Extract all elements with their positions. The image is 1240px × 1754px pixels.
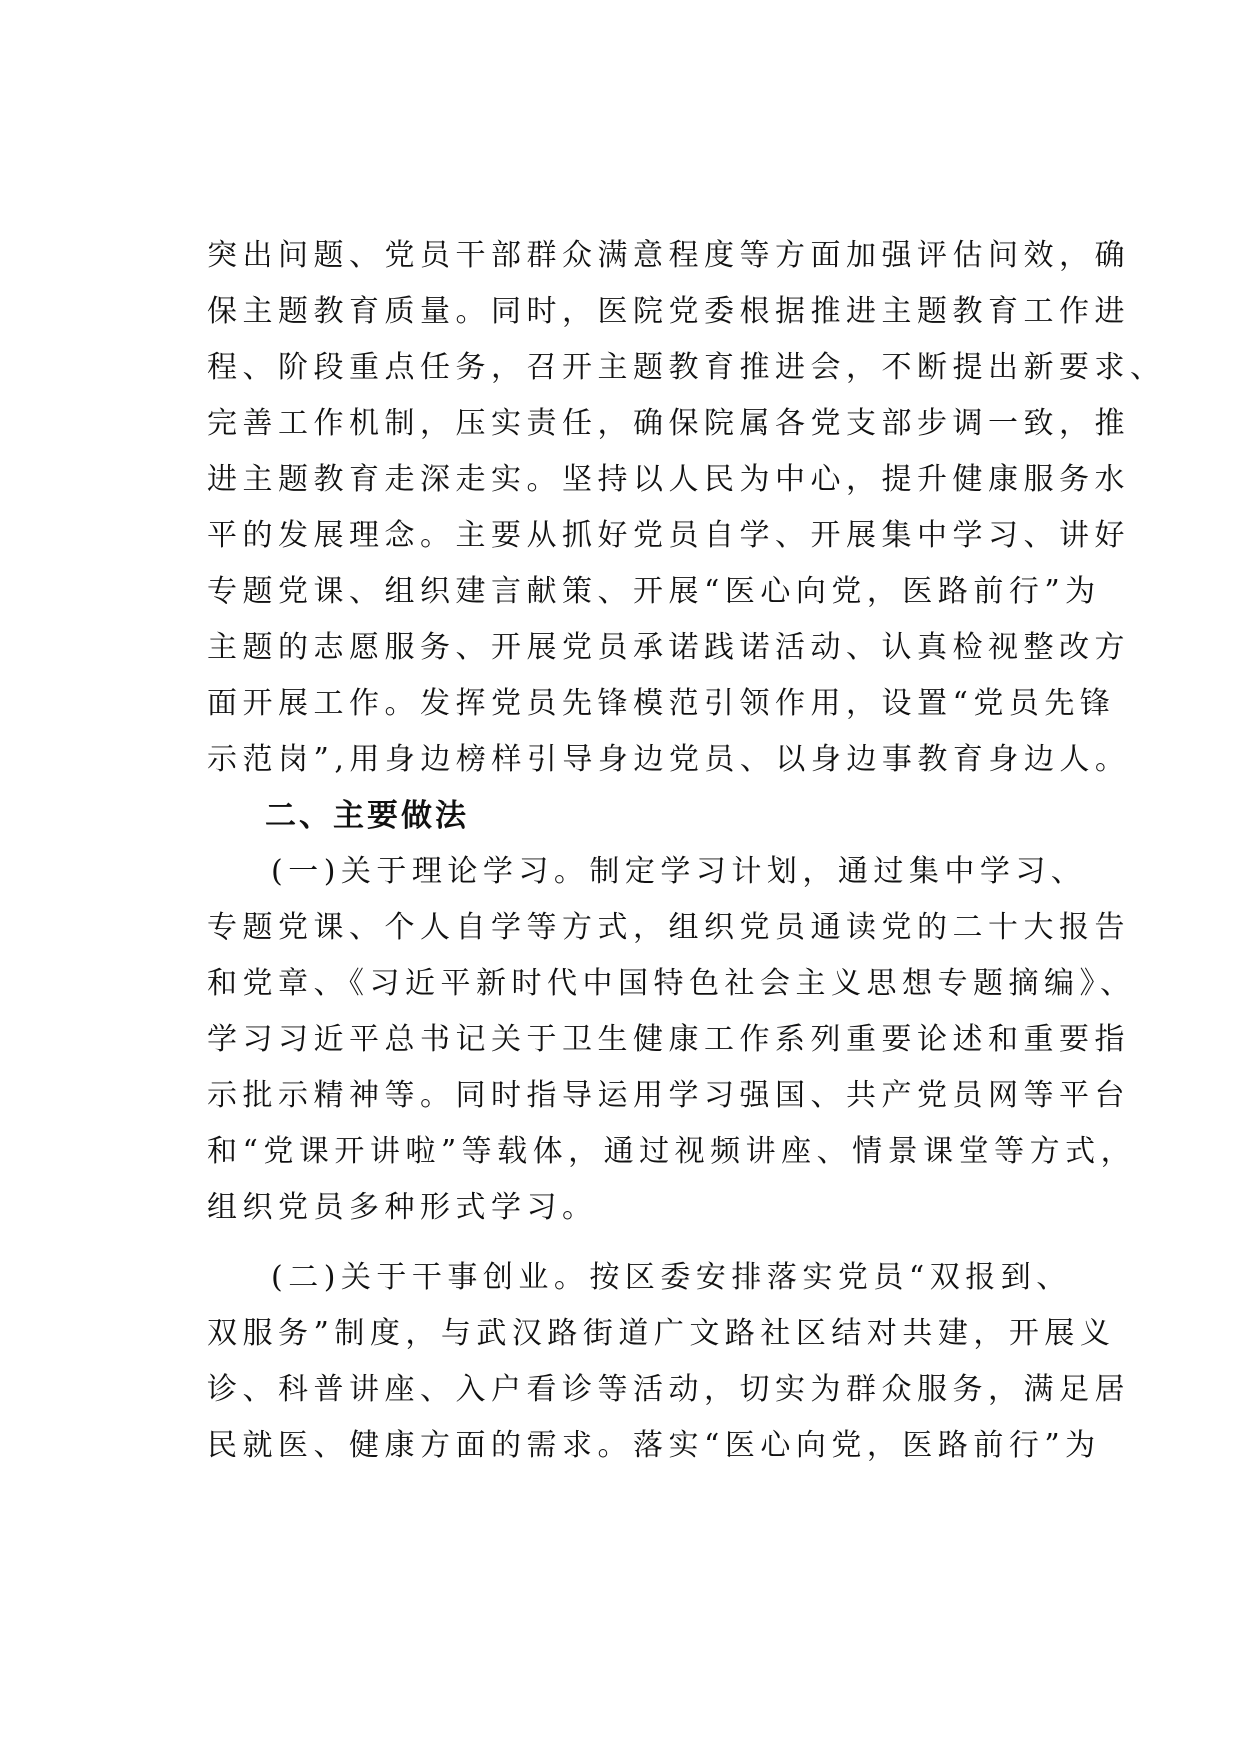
- paragraph-line: (一)关于理论学习。制定学习计划，通过集中学习、: [271, 854, 1087, 889]
- paragraph-line: 示批示精神等。同时指导运用学习强国、共产党员网等平台: [207, 1078, 1130, 1113]
- paragraph-line: 组织党员多种形式学习。: [207, 1190, 598, 1225]
- paragraph-line: 保主题教育质量。同时，医院党委根据推进主题教育工作进: [207, 294, 1130, 329]
- paragraph-line: 双服务”制度，与武汉路街道广文路社区结对共建，开展义: [207, 1316, 1116, 1351]
- paragraph-line: 和“党课开讲啦”等载体，通过视频讲座、情景课堂等方式，: [207, 1134, 1137, 1169]
- paragraph-line: 程、阶段重点任务，召开主题教育推进会，不断提出新要求、: [207, 350, 1166, 385]
- paragraph-1: [207, 228, 1166, 788]
- section-heading: 二、主要做法: [265, 798, 469, 834]
- paragraph-3: [207, 1250, 1130, 1474]
- paragraph-line: 完善工作机制，压实责任，确保院属各党支部步调一致，推: [207, 406, 1130, 441]
- paragraph-line: 示范岗”,用身边榜样引导身边党员、以身边事教育身边人。: [207, 742, 1131, 777]
- paragraph-line: 学习习近平总书记关于卫生健康工作系列重要论述和重要指: [207, 1022, 1130, 1057]
- paragraph-line: 专题党课、个人自学等方式，组织党员通读党的二十大报告: [207, 910, 1130, 945]
- document-body: [207, 228, 1166, 1474]
- paragraph-line: 和党章、《习近平新时代中国特色社会主义思想专题摘编》、: [207, 966, 1136, 1001]
- paragraph-line: 诊、科普讲座、入户看诊等活动，切实为群众服务，满足居: [207, 1372, 1130, 1407]
- paragraph-line: 平的发展理念。主要从抓好党员自学、开展集中学习、讲好: [207, 518, 1130, 553]
- paragraph-line: (二)关于干事创业。按区委安排落实党员“双报到、: [271, 1260, 1072, 1295]
- paragraph-spacer: [207, 1236, 1082, 1250]
- paragraph-line: 专题党课、组织建言献策、开展“医心向党，医路前行”为: [207, 574, 1101, 609]
- paragraph-line: 面开展工作。发挥党员先锋模范引领作用，设置“党员先锋: [207, 686, 1116, 721]
- paragraph-line: 民就医、健康方面的需求。落实“医心向党，医路前行”为: [207, 1428, 1101, 1463]
- paragraph-2: [207, 844, 1137, 1236]
- paragraph-line: 进主题教育走深走实。坚持以人民为中心，提升健康服务水: [207, 462, 1130, 497]
- paragraph-line: 主题的志愿服务、开展党员承诺践诺活动、认真检视整改方: [207, 630, 1130, 665]
- paragraph-line: 突出问题、党员干部群众满意程度等方面加强评估问效，确: [207, 238, 1130, 273]
